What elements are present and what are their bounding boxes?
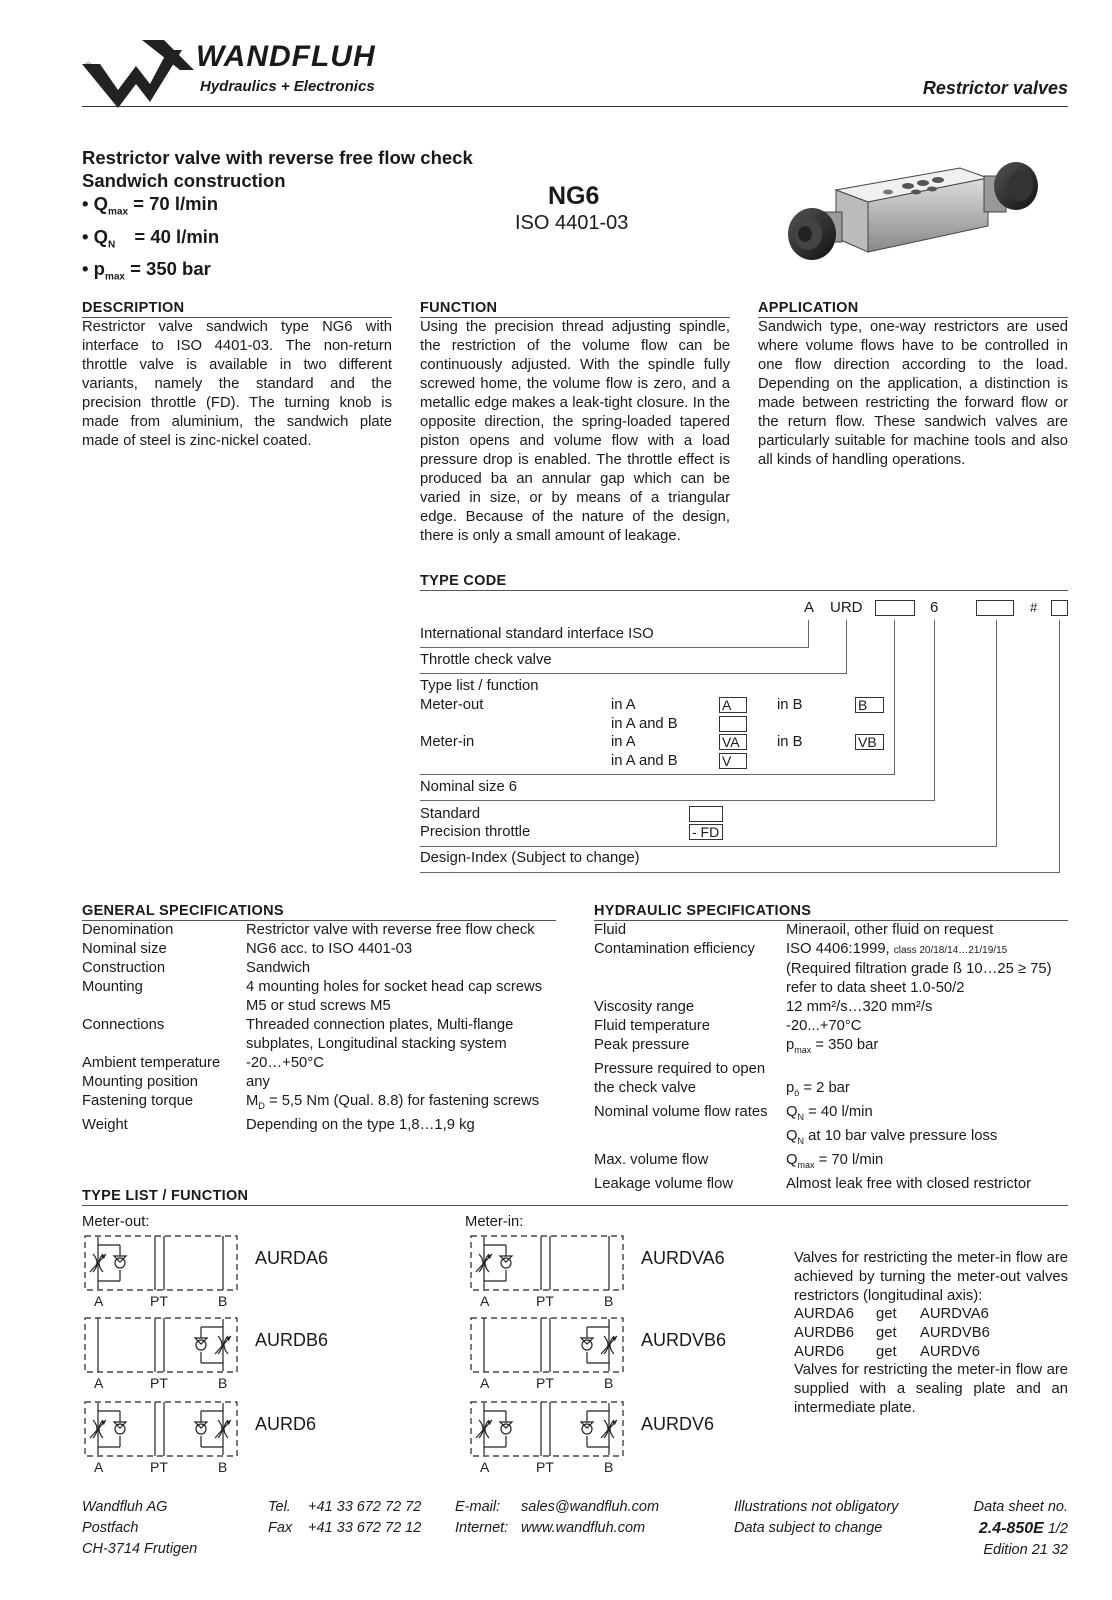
spec-row: Pressure required to open <box>594 1060 766 1077</box>
port-a-label: A <box>94 1293 104 1309</box>
port-pt-label: PT <box>150 1459 168 1475</box>
code-6: 6 <box>930 599 939 616</box>
tc-mi-in-b: in B <box>777 734 803 750</box>
meter-in-label: Meter-in: <box>465 1214 524 1230</box>
spec-row: Ambient temperature -20…+50°C <box>82 1055 324 1071</box>
type-code-heading: TYPE CODE <box>420 573 507 589</box>
spec-row: Mounting position any <box>82 1074 270 1090</box>
footer-sheet: Data sheet no. 2.4-850E 1/2 Edition 21 32 <box>973 1499 1068 1558</box>
footer-company <box>82 1497 197 1560</box>
tc-meter-in: Meter-in <box>420 734 475 750</box>
tc-mi-in-ab: in A and B <box>611 753 678 769</box>
leader-function <box>894 620 895 775</box>
application-text: Sandwich type, one-way restrictors are used where volume flows have to be controlled in one flow direction according to the load. Depending on the application, a distinction is made between restricting the forward flow or the return flow. These sandwich valves are particularly suitable for machine tools and also all kinds of handling operations. <box>758 319 1068 468</box>
type-list-note2: Valves for restricting the meter-in flow are supplied with a sealing plate and an intermediate plate. <box>794 1362 1068 1416</box>
tc-mo-in-b: in B <box>777 697 803 713</box>
type-list-pairs <box>794 1305 1068 1362</box>
tc-standard: Standard <box>420 806 481 822</box>
port-b-label: B <box>604 1293 614 1309</box>
spec-row: Nominal size NG6 acc. to ISO 4401-03 <box>82 941 413 957</box>
tc-mo-in-ab: in A and B <box>611 716 678 732</box>
tc-type-list: Type list / function <box>420 678 539 694</box>
iso-standard: ISO 4401-03 <box>515 212 629 234</box>
description-text: Restrictor valve sandwich type NG6 with interface to ISO 4401-03. The non-return throttle valve is available in two different variants, namely the standard and the precision throttle (FD). The turning knob is made from aluminium, the sandwich plate made of steel is zinc-nickel coated. <box>82 319 392 449</box>
port-pt-label: PT <box>150 1293 168 1309</box>
spec-row: Denomination Restrictor valve with reverse free flow check <box>82 922 535 938</box>
code-a: A <box>804 599 815 616</box>
spec-row: Leakage volume flow Almost leak free with closed restrictor <box>594 1175 1032 1192</box>
footer-phone: Tel. +41 33 672 72 72 Fax +41 33 672 72 12 <box>268 1499 422 1536</box>
spec-row: Fluid Mineraoil, other fluid on request <box>594 922 994 938</box>
title-line2: Sandwich construction <box>82 170 286 191</box>
spec-row: subplates, Longitudinal stacking system <box>246 1036 507 1052</box>
spec-row: (Required filtration grade ß 10…25 ≥ 75) <box>786 961 1052 977</box>
meter-in-2-type-label: AURDVB6 <box>641 1330 727 1350</box>
tc-rule-throttle <box>420 673 847 674</box>
tc-rule-nominal <box>420 800 935 801</box>
pair-row: AURDA6 get AURDVA6 <box>794 1306 989 1322</box>
tc-nominal: Nominal size 6 <box>420 779 518 795</box>
meter-in-3-schematic-icon <box>468 1398 628 1478</box>
meter-in-1-schematic-icon <box>468 1232 628 1312</box>
port-pt-label: PT <box>536 1375 554 1391</box>
email-link[interactable]: sales@wandfluh.com <box>521 1499 660 1515</box>
leader-urd <box>846 620 847 673</box>
registered-mark: ® <box>85 61 92 71</box>
spec-row: Contamination efficiency ISO 4406:1999, class 20/18/14…21/19/15 <box>594 941 1008 957</box>
pair-row: AURD6 get AURDV6 <box>794 1344 981 1360</box>
tc-fd-box: - FD <box>689 824 723 840</box>
port-b-label: B <box>218 1293 228 1309</box>
spec-row: Construction Sandwich <box>82 960 311 976</box>
leader-design <box>1059 620 1060 873</box>
meter-in-3-type-label: AURDV6 <box>641 1414 715 1434</box>
bullet-qmax: • $Q_{max} = 70$ l/min <box>82 193 219 218</box>
pair-row: AURDB6 get AURDVB6 <box>794 1325 990 1341</box>
tc-std-box <box>689 806 723 822</box>
spec-row: Viscosity range 12 mm²/s…320 mm²/s <box>594 999 933 1015</box>
spec-row: Mounting 4 mounting holes for socket head cap screws <box>82 979 543 995</box>
tc-design: Design-Index (Subject to change) <box>420 850 640 866</box>
port-b-label: B <box>218 1375 228 1391</box>
footer-notes: Illustrations not obligatory Data subject to change <box>734 1499 899 1536</box>
meter-out-1-type-label: AURDA6 <box>255 1248 329 1268</box>
leader-throttle <box>996 620 997 847</box>
sheet-number: 2.4-850E <box>978 1520 1044 1537</box>
spec-row: Weight Depending on the type 1,8…1,9 kg <box>82 1116 475 1133</box>
header-rule <box>82 106 1068 107</box>
tc-rule-throttle-type <box>420 846 997 847</box>
spec-row: M5 or stud screws M5 <box>246 998 391 1014</box>
spec-row: Fluid temperature -20...+70°C <box>594 1018 862 1034</box>
port-a-label: A <box>480 1293 490 1309</box>
hydraulic-specs-table <box>594 921 1074 1194</box>
valve-product-illustration <box>788 156 1040 266</box>
spec-row: Peak pressure $p_{max} = 350$ bar <box>594 1037 879 1055</box>
port-b-label: B <box>604 1375 614 1391</box>
function-text: Using the precision thread adjusting spindle, the restriction of the volume flow can be continuously adjusted. With the spindle fully screwed home, the volume flow is zero, and a metallic edge makes a leak-tight closure. In the opposite direction, the spring-loaded tapered piston opens and volume flow with a load pressure drop is enabled. The throttle effect is produced ba an annular gap which can be varied in size, or by means of a triangular edge. Because of the nature of the design, there is only a small amount of leakage. <box>420 319 730 544</box>
website-link[interactable]: www.wandfluh.com <box>521 1520 646 1536</box>
tc-mi-b-box: VB <box>855 734 884 750</box>
brand-name: WANDFLUH <box>196 40 376 73</box>
header <box>0 0 1112 112</box>
bullet-pmax: • $p_{max} = 350$ bar <box>82 258 211 284</box>
spec-row: Nominal volume flow rates $Q_N = 40$ l/min <box>594 1103 873 1122</box>
title-line1: Restrictor valve with reverse free flow check <box>82 147 473 168</box>
meter-out-1-schematic-icon <box>82 1232 242 1312</box>
general-specs-table <box>82 921 562 1135</box>
tc-mi-in-a: in A <box>611 734 636 750</box>
spec-row: the check valve $p_ö = 2$ bar <box>594 1079 850 1098</box>
footer-company-name: Wandfluh AG <box>82 1499 168 1515</box>
type-list-rule <box>82 1205 1068 1206</box>
port-pt-label: PT <box>536 1459 554 1475</box>
port-pt-label: PT <box>150 1375 168 1391</box>
spec-row: Max. volume flow $Q_{max} = 70$ l/min <box>594 1151 884 1170</box>
tc-mo-a-box: A <box>719 697 747 713</box>
meter-out-2-schematic-icon <box>82 1314 242 1394</box>
hydraulic-heading: HYDRAULIC SPECIFICATIONS <box>594 903 812 919</box>
leader-size <box>934 620 935 801</box>
function-heading: FUNCTION <box>420 300 498 316</box>
port-a-label: A <box>480 1459 490 1475</box>
port-a-label: A <box>94 1459 104 1475</box>
tc-iso: International standard interface ISO <box>420 626 654 642</box>
footer-city: CH-3714 Frutigen <box>82 1541 198 1557</box>
port-a-label: A <box>94 1375 104 1391</box>
code-box-function <box>875 600 915 616</box>
port-b-label: B <box>604 1459 614 1475</box>
meter-out-2-type-label: AURDB6 <box>255 1330 329 1350</box>
tc-precision: Precision throttle <box>420 824 531 840</box>
meter-in-1-type-label: AURDVA6 <box>641 1248 725 1268</box>
tc-mo-b-box: B <box>855 697 884 713</box>
spec-row: refer to data sheet 1.0-50/2 <box>786 980 965 996</box>
port-b-label: B <box>218 1459 228 1475</box>
footer-postbox: Postfach <box>82 1520 139 1536</box>
spec-row: Connections Threaded connection plates, Multi-flange <box>82 1017 514 1033</box>
general-heading: GENERAL SPECIFICATIONS <box>82 903 284 919</box>
title-block <box>82 146 532 290</box>
meter-out-3-schematic-icon <box>82 1398 242 1478</box>
code-box-design <box>1051 600 1068 616</box>
tc-throttle: Throttle check valve <box>420 652 552 668</box>
bullet-qn: • $Q_N = 40$ l/min <box>82 225 220 251</box>
meter-out-3-type-label: AURD6 <box>255 1414 317 1434</box>
meter-out-label: Meter-out: <box>82 1214 150 1230</box>
tc-mo-in-a: in A <box>611 697 636 713</box>
tc-rule-function <box>420 774 895 775</box>
tc-rule-design <box>420 872 1060 873</box>
code-box-throttle <box>976 600 1014 616</box>
tc-rule-iso <box>420 647 809 648</box>
spec-row: $Q_N$ at 10 bar valve pressure loss <box>786 1127 998 1146</box>
type-list-note1: Valves for restricting the meter-in flow are achieved by turning the meter-out valves restrictors (longitudinal axis): <box>794 1250 1068 1304</box>
tc-mo-ab-box <box>719 716 747 732</box>
brand-tagline: Hydraulics + Electronics <box>200 78 375 95</box>
spec-row: Fastening torque $M_D = 5,5$ Nm (Qual. 8.8) for fastening screws <box>82 1093 540 1111</box>
tc-mi-a-box: VA <box>719 734 747 750</box>
meter-in-2-schematic-icon <box>468 1314 628 1394</box>
description-heading: DESCRIPTION <box>82 300 185 316</box>
application-heading: APPLICATION <box>758 300 859 316</box>
category-title: Restrictor valves <box>922 78 1068 98</box>
code-urd: URD <box>830 599 863 616</box>
port-pt-label: PT <box>536 1293 554 1309</box>
footer-contact: E-mail: sales@wandfluh.com Internet: www.wandfluh.com <box>455 1499 660 1536</box>
port-a-label: A <box>480 1375 490 1391</box>
wandfluh-logo-icon <box>82 40 194 108</box>
tc-mi-ab-box: V <box>719 753 747 769</box>
code-hash: # <box>1030 600 1038 615</box>
type-code-rule <box>420 590 1068 591</box>
size-ng6: NG6 <box>548 182 600 210</box>
type-list-heading: TYPE LIST / FUNCTION <box>82 1188 249 1204</box>
leader-a <box>808 620 809 647</box>
tc-meter-out: Meter-out <box>420 697 484 713</box>
